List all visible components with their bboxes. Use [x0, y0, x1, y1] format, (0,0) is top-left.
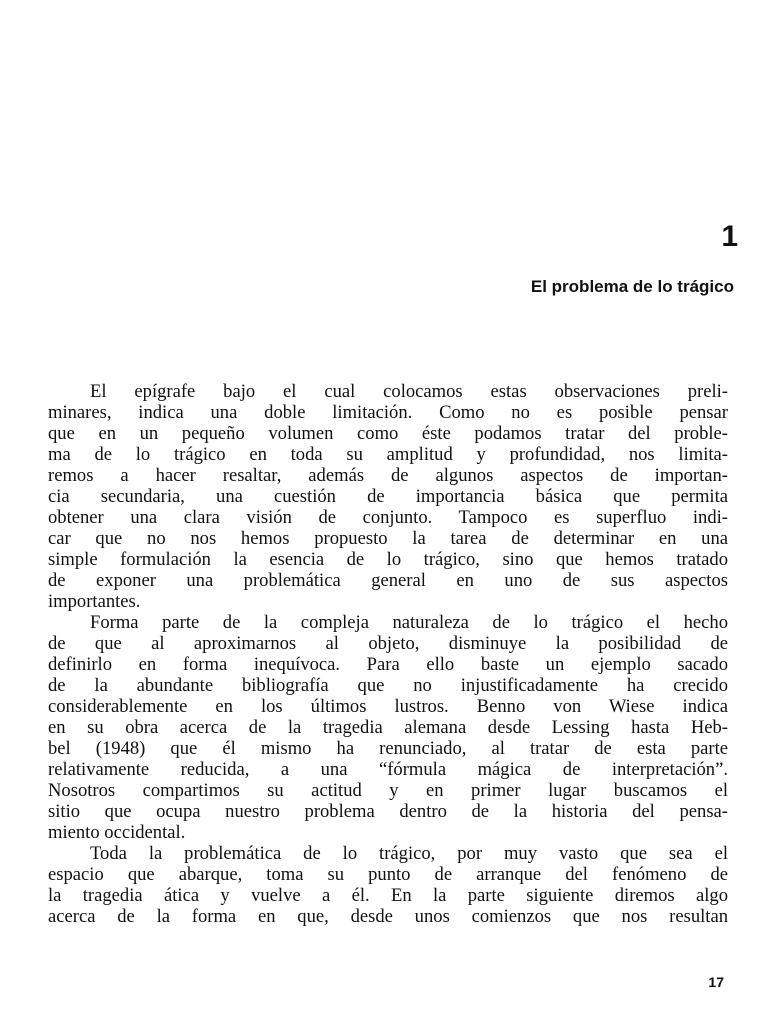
text-line: Forma parte de la compleja naturaleza de lo trágico el hecho [90, 612, 728, 633]
body-text [48, 381, 728, 927]
text-line: definirlo en forma inequívoca. Para ello baste un ejemplo sacado [48, 654, 728, 675]
paragraph [48, 612, 728, 843]
text-line: remos a hacer resaltar, además de algunos aspectos de importan- [48, 465, 728, 486]
text-line: miento occidental. [48, 822, 186, 843]
text-line: obtener una clara visión de conjunto. Tampoco es superfluo indi- [48, 507, 728, 528]
text-line: importantes. [48, 591, 141, 612]
text-line: cia secundaria, una cuestión de importancia básica que permita [48, 486, 728, 507]
text-line: que en un pequeño volumen como éste podamos tratar del proble- [48, 423, 728, 444]
text-line: minares, indica una doble limitación. Como no es posible pensar [48, 402, 728, 423]
text-line: la tragedia ática y vuelve a él. En la parte siguiente diremos algo [48, 885, 728, 906]
paragraph [48, 381, 728, 612]
text-line: de la abundante bibliografía que no injustificadamente ha crecido [48, 675, 728, 696]
text-line: espacio que abarque, toma su punto de arranque del fenómeno de [48, 864, 728, 885]
chapter-number: 1 [721, 220, 738, 253]
text-line: de que al aproximarnos al objeto, disminuye la posibilidad de [48, 633, 728, 654]
text-line: El epígrafe bajo el cual colocamos estas observaciones preli- [90, 381, 728, 402]
text-line: ma de lo trágico en toda su amplitud y profundidad, nos limita- [48, 444, 728, 465]
text-line: de exponer una problemática general en uno de sus aspectos [48, 570, 728, 591]
text-line: considerablemente en los últimos lustros. Benno von Wiese indica [48, 696, 728, 717]
page-number: 17 [708, 974, 724, 990]
chapter-title: El problema de lo trágico [530, 277, 734, 296]
text-line: bel (1948) que él mismo ha renunciado, al tratar de esta parte [48, 738, 728, 759]
paragraph [48, 843, 728, 927]
text-line: acerca de la forma en que, desde unos comienzos que nos resultan [48, 906, 728, 927]
text-line: Nosotros compartimos su actitud y en primer lugar buscamos el [48, 780, 728, 801]
text-line: car que no nos hemos propuesto la tarea de determinar en una [48, 528, 728, 549]
text-line: sitio que ocupa nuestro problema dentro de la historia del pensa- [48, 801, 728, 822]
text-line: en su obra acerca de la tragedia alemana desde Lessing hasta Heb- [48, 717, 728, 738]
text-line: Toda la problemática de lo trágico, por muy vasto que sea el [90, 843, 728, 864]
text-line: simple formulación la esencia de lo trágico, sino que hemos tratado [48, 549, 728, 570]
text-line: relativamente reducida, a una “fórmula mágica de interpretación”. [48, 759, 728, 780]
